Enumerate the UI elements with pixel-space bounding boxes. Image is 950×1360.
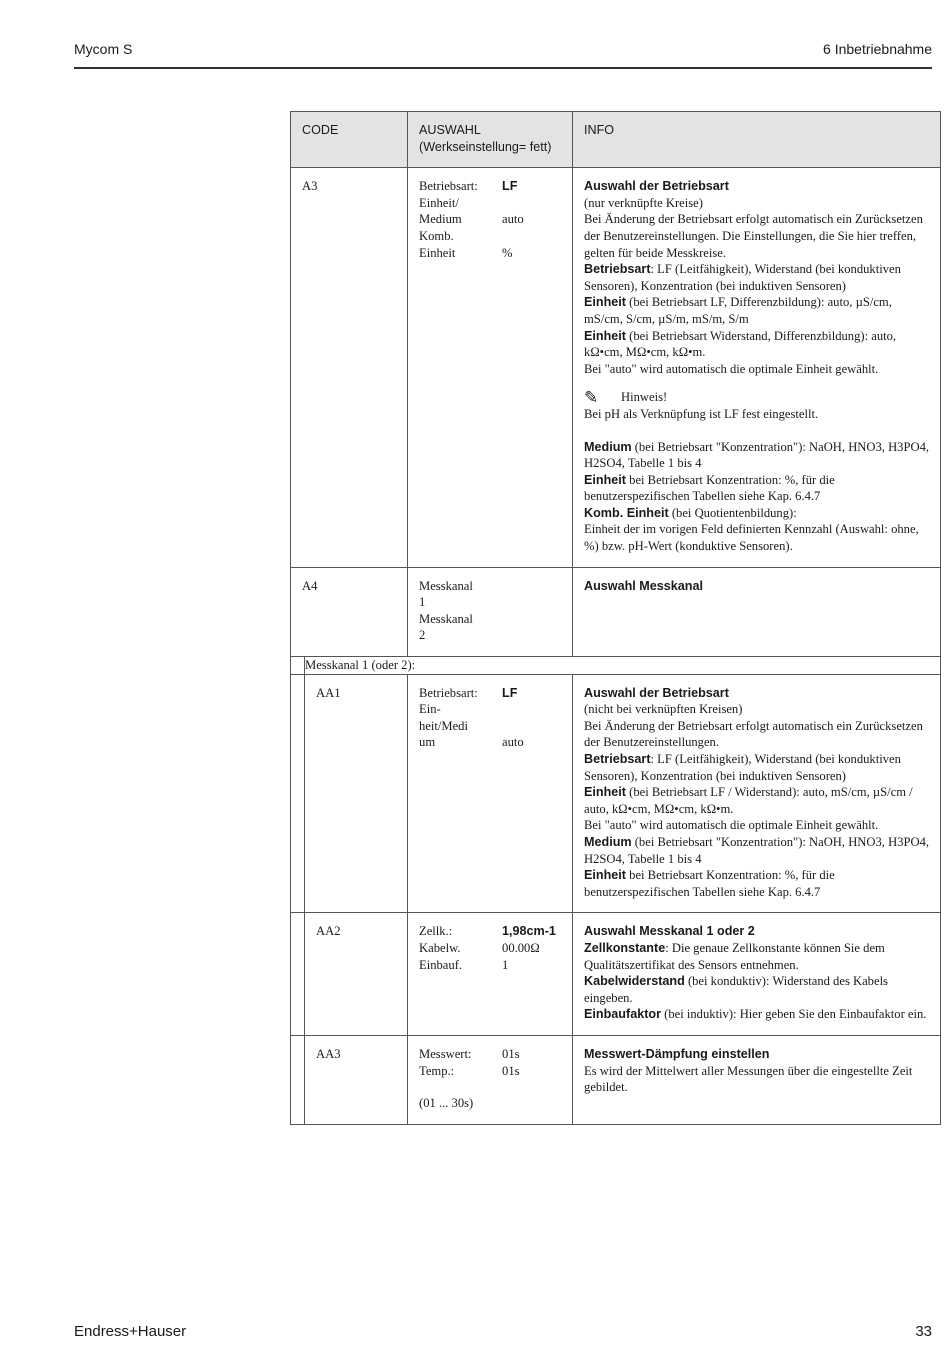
- info-text: (nicht bei verknüpften Kreisen): [584, 702, 743, 717]
- footer-brand: Endress+Hauser: [74, 1323, 187, 1340]
- header-product: Mycom S: [74, 41, 133, 57]
- info-text: Komb. Einheit (bei Quotientenbildung):: [584, 505, 797, 520]
- info-text: Bei Änderung der Betriebsart erfolgt automatisch ein Zurücksetzen der Benutzereinstellungen. Die Einstellungen, die Sie hier treffen, gelten für beide Messkreise.: [584, 212, 923, 260]
- table-row-a4: [291, 567, 941, 656]
- info-cell: [573, 1035, 941, 1124]
- sel-value: 00.00Ω: [502, 940, 540, 955]
- info-cell: [573, 674, 941, 913]
- code-cell: A3: [291, 168, 408, 567]
- info-title: Auswahl Messkanal: [584, 578, 704, 593]
- table-row-a3: [291, 168, 941, 567]
- sel-value: auto: [502, 735, 524, 750]
- info-title: Messwert-Dämpfung einstellen: [584, 1046, 770, 1061]
- info-text: Einbaufaktor (bei induktiv): Hier geben Sie den Einbaufaktor ein.: [584, 1007, 927, 1022]
- sel-label: Einheit/: [419, 195, 459, 210]
- selection-cell: [408, 1035, 573, 1124]
- hint-text: Bei pH als Verknüpfung ist LF fest eingestellt.: [584, 406, 819, 421]
- col-header-auswahl-title: AUSWAHL: [419, 123, 481, 137]
- code-cell: AA2: [305, 913, 408, 1036]
- info-text: Bei "auto" wird automatisch die optimale Einheit gewählt.: [584, 361, 879, 376]
- info-title: Auswahl der Betriebsart: [584, 685, 729, 700]
- sel-label: Ein-: [419, 702, 441, 717]
- info-text: (nur verknüpfte Kreise): [584, 195, 703, 210]
- sel-value-default: LF: [502, 179, 518, 194]
- info-title: Auswahl Messkanal 1 oder 2: [584, 924, 755, 939]
- info-title: Auswahl der Betriebsart: [584, 179, 729, 194]
- indent-bar: [291, 657, 305, 675]
- sel-value: 01s: [502, 1063, 520, 1078]
- info-cell: [573, 913, 941, 1036]
- sel-value-default: 1,98cm-1: [502, 924, 556, 939]
- sel-value: auto: [502, 212, 524, 227]
- parameter-table: [290, 111, 941, 1125]
- sel-label: heit/Medi: [419, 718, 468, 733]
- header-rule: [74, 67, 932, 69]
- code-cell: AA1: [305, 674, 408, 913]
- sel-option: 1: [419, 595, 426, 610]
- sel-label: um: [419, 735, 436, 750]
- info-cell: [573, 567, 941, 656]
- sel-value: [502, 701, 566, 718]
- sel-label: Komb.: [419, 228, 454, 243]
- sel-value: %: [502, 245, 513, 260]
- sel-value: [502, 228, 566, 245]
- sel-label: Einbauf.: [419, 957, 463, 972]
- info-text: Einheit (bei Betriebsart LF / Widerstand): auto, mS/cm, µS/cm / auto, kΩ•cm, MΩ•cm, kΩ•m.: [584, 785, 913, 816]
- selection-cell: [408, 913, 573, 1036]
- info-text: Bei "auto" wird automatisch die optimale Einheit gewählt.: [584, 818, 879, 833]
- info-text: Es wird der Mittelwert aller Messungen über die eingestellte Zeit gebildet.: [584, 1063, 913, 1095]
- code-cell: AA3: [305, 1035, 408, 1124]
- sel-option: 2: [419, 628, 426, 643]
- sel-label: Einheit: [419, 245, 456, 260]
- sel-label: Messwert:: [419, 1046, 472, 1061]
- indent-bar: [291, 674, 305, 913]
- col-header-code: CODE: [291, 112, 408, 168]
- page-number: 33: [915, 1323, 932, 1340]
- sel-label: Zellk.:: [419, 924, 453, 939]
- col-header-auswahl: [408, 112, 573, 168]
- info-text: Zellkonstante: Die genaue Zellkonstante können Sie dem Qualitätszertifikat des Sensors entnehmen.: [584, 940, 885, 972]
- info-text: Einheit der im vorigen Feld definierten Kennzahl (Auswahl: ohne, %) bzw. pH-Wert (konduktive Sensoren).: [584, 522, 919, 554]
- sel-option: Messkanal: [419, 578, 473, 593]
- pencil-icon: ✎: [584, 387, 599, 407]
- selection-cell: [408, 674, 573, 913]
- sub-section-row: [291, 657, 941, 675]
- sel-label: Medium: [419, 212, 462, 227]
- selection-cell: [408, 567, 573, 656]
- info-text: Betriebsart: LF (Leitfähigkeit), Widerstand (bei konduktiven Sensoren), Konzentration (bei induktiven Sensoren): [584, 752, 901, 783]
- info-text: Medium (bei Betriebsart "Konzentration"): NaOH, HNO3, H3PO4, H2SO4, Tabelle 1 bis 4: [584, 439, 930, 471]
- info-cell: [573, 168, 941, 567]
- sel-label: Betriebsart:: [419, 179, 478, 194]
- sel-label: Temp.:: [419, 1063, 455, 1078]
- table-row-aa2: [291, 913, 941, 1036]
- sel-value: [502, 195, 566, 212]
- info-text: Einheit bei Betriebsart Konzentration: %, für die benutzerspezifischen Tabellen siehe Kap. 6.4.7: [584, 868, 835, 899]
- hint-title: Hinweis!: [621, 390, 668, 405]
- sub-section-title: Messkanal 1 (oder 2):: [305, 657, 941, 675]
- info-text: Einheit (bei Betriebsart LF, Differenzbildung): auto, µS/cm, mS/cm, S/cm, µS/m, mS/m, S/m: [584, 295, 892, 326]
- table-row-aa3: [291, 1035, 941, 1124]
- code-cell: A4: [291, 567, 408, 656]
- info-text: Einheit (bei Betriebsart Widerstand, Differenzbildung): auto, kΩ•cm, MΩ•cm, kΩ•m.: [584, 328, 897, 360]
- sel-value: 01s: [502, 1046, 520, 1061]
- sel-value: [502, 718, 566, 735]
- sel-option: Messkanal: [419, 611, 473, 626]
- selection-cell: [408, 168, 573, 567]
- sel-value-default: LF: [502, 685, 518, 700]
- info-text: Medium (bei Betriebsart "Konzentration"): NaOH, HNO3, H3PO4, H2SO4, Tabelle 1 bis 4: [584, 834, 930, 866]
- table-row-aa1: [291, 674, 941, 913]
- sel-value: 1: [502, 957, 509, 972]
- info-text: Einheit bei Betriebsart Konzentration: %, für die benutzerspezifischen Tabellen siehe Kap. 6.4.7: [584, 472, 835, 504]
- info-text: Betriebsart: LF (Leitfähigkeit), Widerstand (bei konduktiven Sensoren), Konzentration (bei induktiven Sensoren): [584, 262, 901, 293]
- indent-bar: [291, 913, 305, 1036]
- info-text: Bei Änderung der Betriebsart erfolgt automatisch ein Zurücksetzen der Benutzereinstellungen.: [584, 718, 923, 750]
- sel-label: Kabelw.: [419, 940, 461, 955]
- col-header-auswahl-sub: (Werkseinstellung= fett): [419, 139, 552, 154]
- hint: [584, 389, 932, 406]
- sel-range: (01 ... 30s): [419, 1096, 474, 1111]
- col-header-info: INFO: [573, 112, 941, 168]
- header-chapter: 6 Inbetriebnahme: [823, 41, 932, 57]
- indent-bar: [291, 1035, 305, 1124]
- table-header-row: [291, 112, 941, 168]
- sel-label: Betriebsart:: [419, 685, 478, 700]
- info-text: Kabelwiderstand (bei konduktiv): Widerstand des Kabels eingeben.: [584, 974, 888, 1005]
